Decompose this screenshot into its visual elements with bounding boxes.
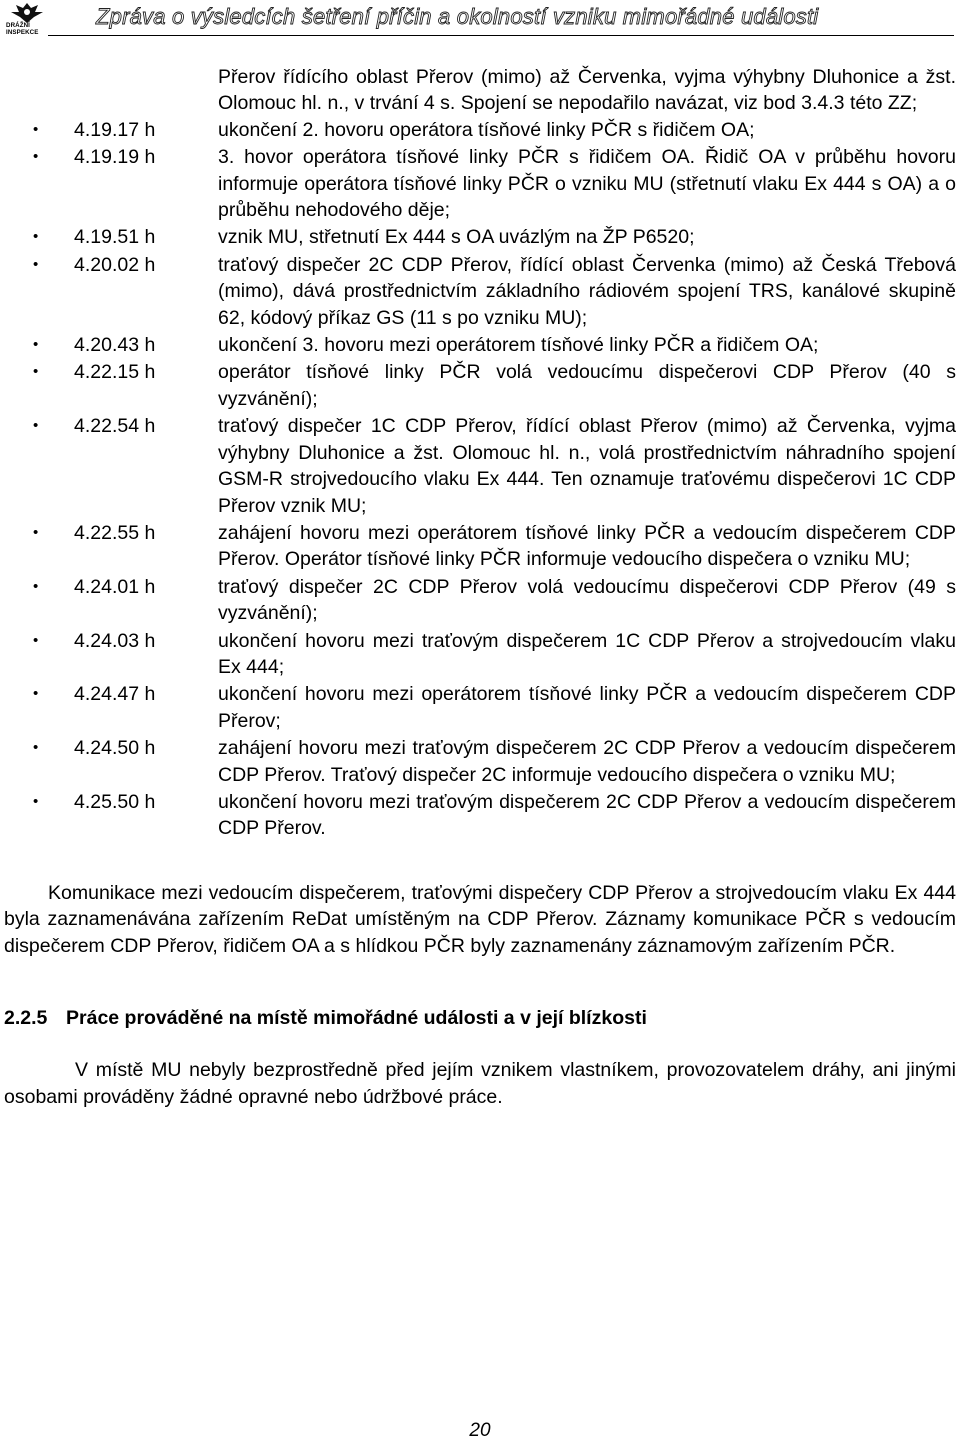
timeline-event xyxy=(0,359,960,412)
timeline-event xyxy=(0,789,960,842)
event-time: 4.22.55 h xyxy=(74,521,156,544)
event-time: 4.25.50 h xyxy=(74,790,156,813)
timeline-event xyxy=(0,681,960,734)
event-time: 4.24.50 h xyxy=(74,737,156,760)
timeline-event xyxy=(0,117,960,143)
event-text: ukončení hovoru mezi traťovým dispečerem 1C CDP Přerov a strojvedoucím vlaku Ex 444; xyxy=(218,629,956,678)
event-time: 4.24.01 h xyxy=(74,575,156,598)
event-text: zahájení hovoru mezi traťovým dispečerem 2C CDP Přerov a vedoucím dispečerem CDP Přerov. Traťový dispečer 2C informuje vedoucího dispečera o vzniku MU; xyxy=(218,737,956,786)
logo-caption xyxy=(6,23,50,37)
event-time: 4.24.47 h xyxy=(74,683,156,706)
bullet-icon: • xyxy=(33,631,39,649)
works-paragraph: V místě MU nebyly bezprostředně před jejím vznikem vlastníkem, provozovatelem dráhy, ani jinými osobami prováděny žádné opravné nebo údržbové práce. xyxy=(4,1059,956,1108)
event-text: ukončení 2. hovoru operátora tísňové linky PČR s řidičem OA; xyxy=(218,118,755,141)
event-time: 4.19.19 h xyxy=(74,146,156,169)
timeline-event xyxy=(0,574,960,627)
header-rule xyxy=(48,35,954,36)
event-text: ukončení 3. hovoru mezi operátorem tísňové linky PČR a řidičem OA; xyxy=(218,334,819,357)
bullet-icon: • xyxy=(33,148,39,166)
continuation-text: Přerov řídícího oblast Přerov (mimo) až Červenka, vyjma výhybny Dluhonice a žst. Olomouc hl. n., v trvání 4 s. Spojení se nepodařilo navázat, viz bod 3.4.3 této ZZ; xyxy=(218,66,956,115)
event-time: 4.20.02 h xyxy=(74,253,156,276)
event-text: ukončení hovoru mezi operátorem tísňové linky PČR a vedoucím dispečerem CDP Přerov; xyxy=(218,683,956,732)
bullet-icon: • xyxy=(33,228,39,246)
event-time: 4.19.51 h xyxy=(74,226,156,249)
timeline-event xyxy=(0,520,960,573)
eagle-emblem-icon xyxy=(8,2,46,24)
bullet-icon: • xyxy=(33,336,39,354)
event-time: 4.24.03 h xyxy=(74,629,156,652)
document-body xyxy=(0,64,960,1110)
timeline-event xyxy=(0,252,960,331)
timeline-event xyxy=(0,413,960,519)
event-text: vznik MU, střetnutí Ex 444 s OA uvázlým na ŽP P6520; xyxy=(218,226,695,249)
bullet-icon: • xyxy=(33,739,39,757)
bullet-icon: • xyxy=(33,685,39,703)
event-text: operátor tísňové linky PČR volá vedoucímu dispečerovi CDP Přerov (40 s vyzvánění); xyxy=(218,361,956,410)
bullet-icon: • xyxy=(33,523,39,541)
timeline-event xyxy=(0,332,960,358)
event-text: zahájení hovoru mezi operátorem tísňové linky PČR a vedoucím dispečerem CDP Přerov. Operátor tísňové linky PČR informuje vedoucího dispečera o vzniku MU; xyxy=(218,521,956,571)
communication-paragraph: Komunikace mezi vedoucím dispečerem, traťovými dispečery CDP Přerov a strojvedoucím vlaku Ex 444 byla zaznamenávána zařízením ReDat umístěným na CDP Přerov. Záznamy komunikace PČR s vedoucím dispečerem CDP Přerov, řidičem OA a s hlídkou PČR byly zaznamenány záznamovým zařízením PČR. xyxy=(4,881,956,957)
section-title: Práce prováděné na místě mimořádné události a v její blízkosti xyxy=(66,1007,647,1029)
section-number: 2.2.5 xyxy=(4,1007,48,1029)
page-number: 20 xyxy=(469,1420,491,1441)
timeline-event xyxy=(0,144,960,223)
event-text: traťový dispečer 1C CDP Přerov, řídící oblast Přerov (mimo) až Červenka, vyjma výhybny Dluhonice a žst. Olomouc hl. n., volá prostřednictvím náhradního spojení GSM-R strojvedoucího vlaku Ex 444. Ten oznamuje traťovému dispečerovi 1C CDP Přerov vznik MU; xyxy=(218,415,956,517)
page-header xyxy=(0,0,960,40)
bullet-icon: • xyxy=(33,792,39,810)
bullet-icon: • xyxy=(33,363,39,381)
event-text: ukončení hovoru mezi traťovým dispečerem 2C CDP Přerov a vedoucím dispečerem CDP Přerov. xyxy=(218,790,956,840)
event-timeline xyxy=(0,117,960,842)
event-time: 4.22.54 h xyxy=(74,415,156,438)
section-heading xyxy=(0,1005,960,1031)
logo-caption-line-2: INSPEKCE xyxy=(6,28,39,36)
timeline-event xyxy=(0,224,960,250)
bullet-icon: • xyxy=(33,577,39,595)
bullet-icon: • xyxy=(33,417,39,435)
logo-caption-line-1: DRÁŽNÍ xyxy=(6,22,30,29)
event-text: traťový dispečer 2C CDP Přerov, řídící oblast Červenka (mimo) až Česká Třebová (mimo), dává prostřednictvím základního rádiovém spojení TRS, kanálové skupině 62, kódový příkaz GS (11 s po vzniku MU); xyxy=(218,253,956,329)
header-title: Zpráva o výsledcích šetření příčin a okolností vzniku mimořádné události xyxy=(96,4,819,29)
timeline-event xyxy=(0,628,960,681)
bullet-icon: • xyxy=(33,120,39,138)
timeline-event xyxy=(0,735,960,788)
event-text: traťový dispečer 2C CDP Přerov volá vedoucímu dispečerovi CDP Přerov (49 s vyzvánění); xyxy=(218,575,956,625)
event-time: 4.20.43 h xyxy=(74,334,156,357)
event-text: 3. hovor operátora tísňové linky PČR s řidičem OA. Řidič OA v průběhu hovoru informuje operátora tísňové linky PČR o vzniku MU (střetnutí vlaku Ex 444 s OA) a o průběhu nehodového děje; xyxy=(218,146,956,222)
event-time: 4.19.17 h xyxy=(74,118,156,141)
bullet-icon: • xyxy=(33,255,39,273)
event-time: 4.22.15 h xyxy=(74,361,156,384)
